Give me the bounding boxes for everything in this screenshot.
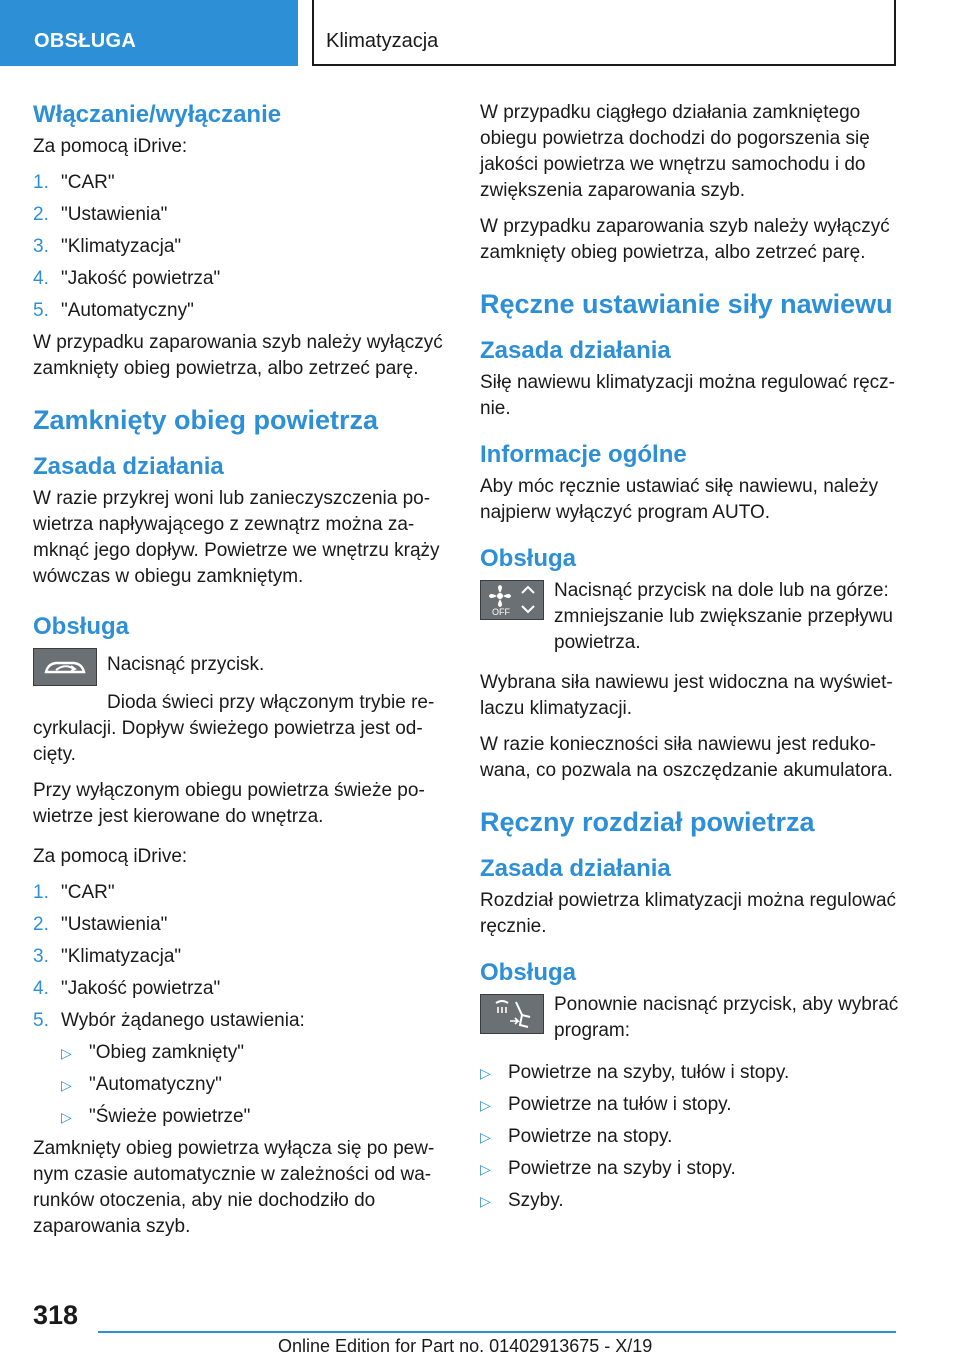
fan-reduce-text: W razie konieczności siła nawiewu jest redukowana, co pozwala na oszczędzanie akumulatora.: [480, 734, 893, 781]
continuous-text: W przypadku ciągłego działania zamkniętego obiegu powietrza dochodzi do pogorszenia się jakości powietrza we wnętrzu samochodu i do zwiększenia zaparowania szyb.: [480, 102, 870, 201]
recirculation-button-icon: [33, 648, 97, 686]
onoff-intro: Za pomocą iDrive:: [33, 136, 188, 157]
list-item: 4. "Jakość powietrza": [33, 978, 221, 999]
fan-operation-heading: Obsługa: [480, 545, 577, 572]
list-item: 3. "Klimatyzacja": [33, 236, 182, 257]
bullet-triangle-icon: ▷: [480, 1065, 491, 1081]
air-distribution-button-icon: [480, 994, 544, 1034]
recirc-button-row: [33, 646, 443, 686]
bullet-triangle-icon: ▷: [480, 1097, 491, 1113]
general-text: Aby móc ręcznie ustawiać siłę nawiewu, należy najpierw wyłączyć program AUTO.: [480, 476, 879, 523]
list-item: 4. "Jakość powietrza": [33, 268, 221, 289]
svg-text:OFF: OFF: [492, 607, 510, 617]
distribution-principle-text: Rozdział powietrza klimatyzacji można regulować ręcznie.: [480, 890, 897, 937]
distribution-button-text: Ponownie nacisnąć przycisk, aby wybrać program:: [554, 994, 899, 1041]
list-item: ▷ Powietrze na stopy.: [480, 1124, 900, 1150]
edition-text: Online Edition for Part no. 01402913675 - X/19: [278, 1336, 653, 1356]
fan-principle-text: Siłę nawiewu klimatyzacji można regulować ręcznie.: [480, 372, 895, 419]
operation-heading: Obsługa: [33, 613, 130, 640]
distribution-button-row: [480, 992, 900, 1048]
led-text: Dioda świeci przy włączonym trybie recyrkulacji. Dopływ świeżego powietrza jest odcięty.: [33, 692, 435, 765]
fan-display-text: Wybrana siła nawiewu jest widoczna na wyświetlaczu klimatyzacji.: [480, 672, 893, 719]
idrive-intro: Za pomocą iDrive:: [33, 846, 188, 867]
list-item: ▷ Powietrze na szyby i stopy.: [480, 1156, 900, 1182]
bullet-triangle-icon: ▷: [480, 1129, 491, 1145]
off-text: Przy wyłączonym obiegu powietrza świeże powietrze jest kierowane do wnętrza.: [33, 780, 425, 827]
fan-button-text: Nacisnąć przycisk na dole lub na górze: zmniejszanie lub zwiększanie przepływu powietrza.: [554, 580, 893, 653]
distribution-operation-heading: Obsługa: [480, 959, 577, 986]
fan-button-icon: [480, 580, 544, 620]
list-item: ▷ Powietrze na szyby, tułów i stopy.: [480, 1060, 900, 1086]
principle-heading: Zasada działania: [33, 453, 224, 480]
distribution-programs: [480, 1060, 900, 1214]
list-item: 5. Wybór żądanego ustawienia:: [33, 1010, 305, 1031]
list-item: ▷ Szyby.: [480, 1188, 900, 1214]
page-number: 318: [33, 1300, 79, 1330]
list-item: 3. "Klimatyzacja": [33, 946, 182, 967]
bullet-triangle-icon: ▷: [480, 1193, 491, 1209]
general-heading: Informacje ogólne: [480, 441, 687, 468]
fog-text: W przypadku zaparowania szyb należy wyłączyć zamknięty obieg powietrza, albo zetrzeć parę.: [480, 216, 890, 263]
bullet-triangle-icon: ▷: [61, 1077, 72, 1093]
list-item: ▷ "Świeże powietrze": [61, 1104, 443, 1130]
principle-text: W razie przykrej woni lub zanieczyszczenia powietrza napływającego z zewnątrz można zamknąć jego dopływ. Powietrze we wnętrzu krąży wówczas w obiegu zamkniętym.: [33, 488, 440, 587]
bullet-triangle-icon: ▷: [61, 1109, 72, 1125]
press-button-text: Nacisnąć przycisk.: [107, 654, 265, 675]
onoff-heading: Włączanie/wyłączanie: [33, 101, 282, 128]
fan-principle-heading: Zasada działania: [480, 337, 671, 364]
recirc-heading: Zamknięty obieg powietrza: [33, 405, 379, 435]
list-item: 1. "CAR": [33, 882, 115, 903]
list-item: 5. "Automatyczny": [33, 300, 194, 321]
idrive-options: [61, 1040, 443, 1130]
list-item: ▷ "Automatyczny": [61, 1072, 443, 1098]
list-item: 1. "CAR": [33, 172, 115, 193]
list-item: ▷ Powietrze na tułów i stopy.: [480, 1092, 900, 1118]
list-item: ▷ "Obieg zamknięty": [61, 1040, 443, 1066]
left-column: [33, 100, 443, 1250]
auto-off-text: Zamknięty obieg powietrza wyłącza się po pewnym czasie automatycznie w zależności od warunków otoczenia, aby nie dochodziło do zaparowania szyb.: [33, 1138, 435, 1237]
section-tab: OBSŁUGA: [0, 0, 298, 66]
list-item: 2. "Ustawienia": [33, 204, 168, 225]
distribution-principle-heading: Zasada działania: [480, 855, 671, 882]
onoff-steps: [33, 170, 443, 324]
right-column: [480, 100, 900, 1220]
bullet-triangle-icon: ▷: [61, 1045, 72, 1061]
onoff-note: W przypadku zaparowania szyb należy wyłączyć zamknięty obieg powietrza, albo zetrzeć parę.: [33, 332, 443, 379]
chapter-title: Klimatyzacja: [312, 0, 896, 66]
manual-fan-heading: Ręczne ustawianie siły nawiewu: [480, 289, 893, 319]
distribution-heading: Ręczny rozdział powietrza: [480, 807, 815, 837]
footer-divider: [98, 1331, 896, 1333]
fan-button-row: [480, 578, 900, 660]
list-item: 2. "Ustawienia": [33, 914, 168, 935]
bullet-triangle-icon: ▷: [480, 1161, 491, 1177]
idrive-steps: [33, 880, 443, 1034]
